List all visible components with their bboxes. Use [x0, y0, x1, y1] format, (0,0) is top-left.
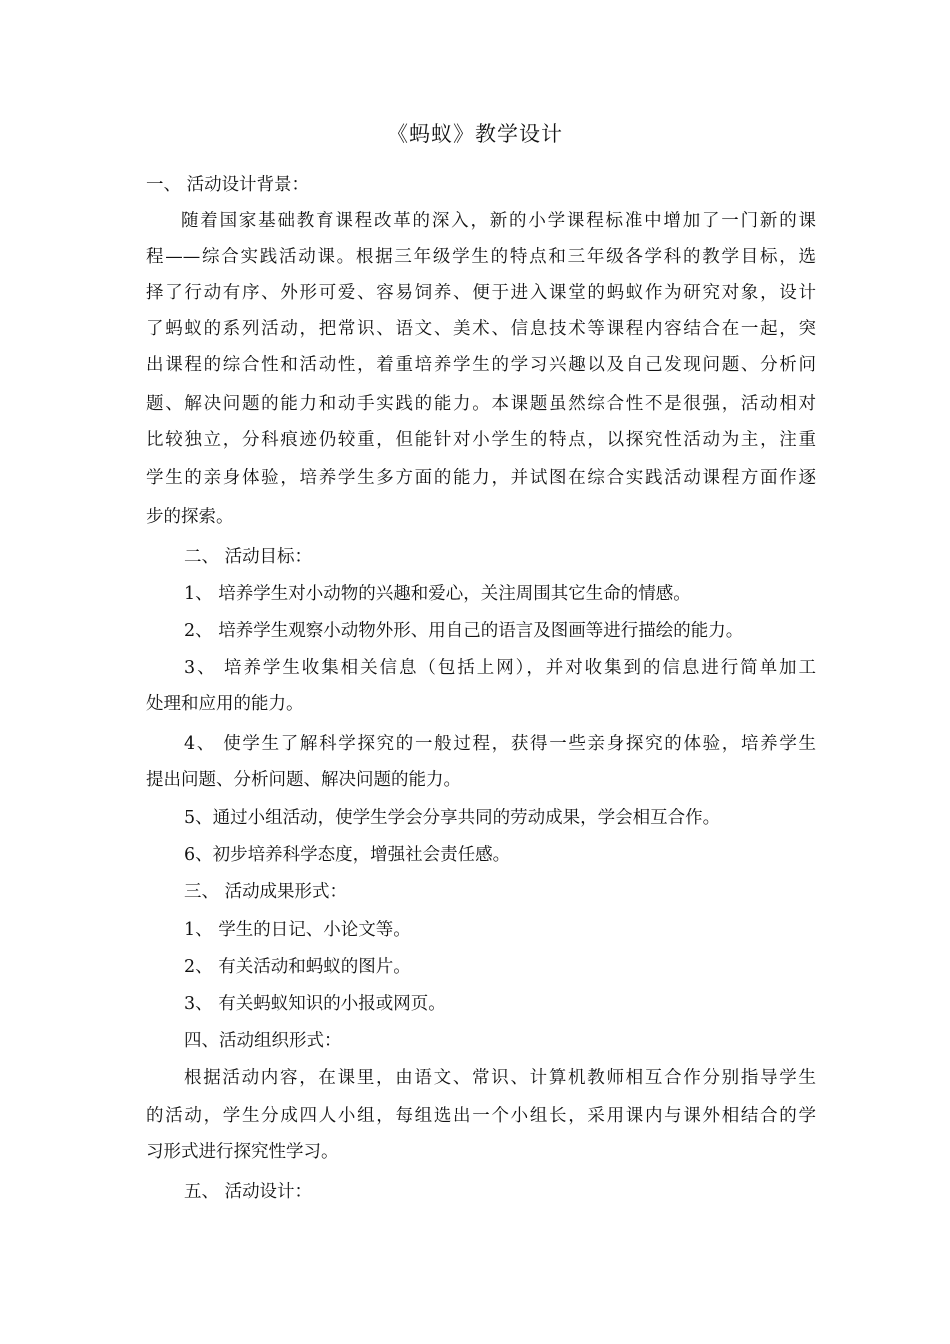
- list-item: 2、 有关活动和蚂蚁的图片。: [184, 957, 411, 977]
- list-item: 3、 培养学生收集相关信息（包括上网），并对收集到的信息进行简单加工: [184, 658, 816, 678]
- paragraph-line: 了蚂蚁的系列活动，把常识、语文、美术、信息技术等课程内容结合在一起，突: [146, 319, 816, 339]
- list-item: 2、 培养学生观察小动物外形、用自己的语言及图画等进行描绘的能力。: [184, 621, 744, 641]
- paragraph-line: 学生的亲身体验，培养学生多方面的能力，并试图在综合实践活动课程方面作逐: [146, 468, 816, 488]
- section-heading-4: 四、活动组织形式：: [184, 1031, 342, 1051]
- paragraph-line: 随着国家基础教育课程改革的深入，新的小学课程标准中增加了一门新的课: [181, 211, 816, 231]
- paragraph-line: 的活动，学生分成四人小组，每组选出一个小组长，采用课内与课外相结合的学: [146, 1106, 816, 1126]
- paragraph-line: 程——综合实践活动课。根据三年级学生的特点和三年级各学科的教学目标，选: [146, 247, 816, 267]
- list-item: 1、 培养学生对小动物的兴趣和爱心，关注周围其它生命的情感。: [184, 584, 691, 604]
- list-item-continuation: 处理和应用的能力。: [146, 694, 304, 714]
- document-title: 《蚂蚁》教学设计: [387, 122, 563, 146]
- section-heading-5: 五、 活动设计：: [184, 1182, 313, 1202]
- list-item: 1、 学生的日记、小论文等。: [184, 920, 411, 940]
- paragraph-line: 根据活动内容，在课里，由语文、常识、计算机教师相互合作分别指导学生: [184, 1068, 816, 1088]
- paragraph-line: 出课程的综合性和活动性，着重培养学生的学习兴趣以及自己发现问题、分析问: [146, 355, 816, 375]
- paragraph-line: 步的探索。: [146, 507, 234, 527]
- list-item: 6、初步培养科学态度，增强社会责任感。: [184, 845, 511, 865]
- paragraph-line: 择了行动有序、外形可爱、容易饲养、便于进入课堂的蚂蚁作为研究对象，设计: [146, 283, 816, 303]
- section-heading-2: 二、 活动目标：: [184, 547, 313, 567]
- paragraph-line: 习形式进行探究性学习。: [146, 1142, 339, 1162]
- list-item-continuation: 提出问题、分析问题、解决问题的能力。: [146, 770, 461, 790]
- list-item: 5、通过小组活动，使学生学会分享共同的劳动成果，学会相互合作。: [184, 808, 721, 828]
- paragraph-line: 题、解决问题的能力和动手实践的能力。本课题虽然综合性不是很强，活动相对: [146, 394, 816, 414]
- section-heading-3: 三、 活动成果形式：: [184, 882, 348, 902]
- list-item: 4、 使学生了解科学探究的一般过程，获得一些亲身探究的体验，培养学生: [184, 734, 816, 754]
- section-heading-1: 一、 活动设计背景：: [146, 175, 310, 195]
- list-item: 3、 有关蚂蚁知识的小报或网页。: [184, 994, 446, 1014]
- paragraph-line: 比较独立，分科痕迹仍较重，但能针对小学生的特点，以探究性活动为主，注重: [146, 430, 816, 450]
